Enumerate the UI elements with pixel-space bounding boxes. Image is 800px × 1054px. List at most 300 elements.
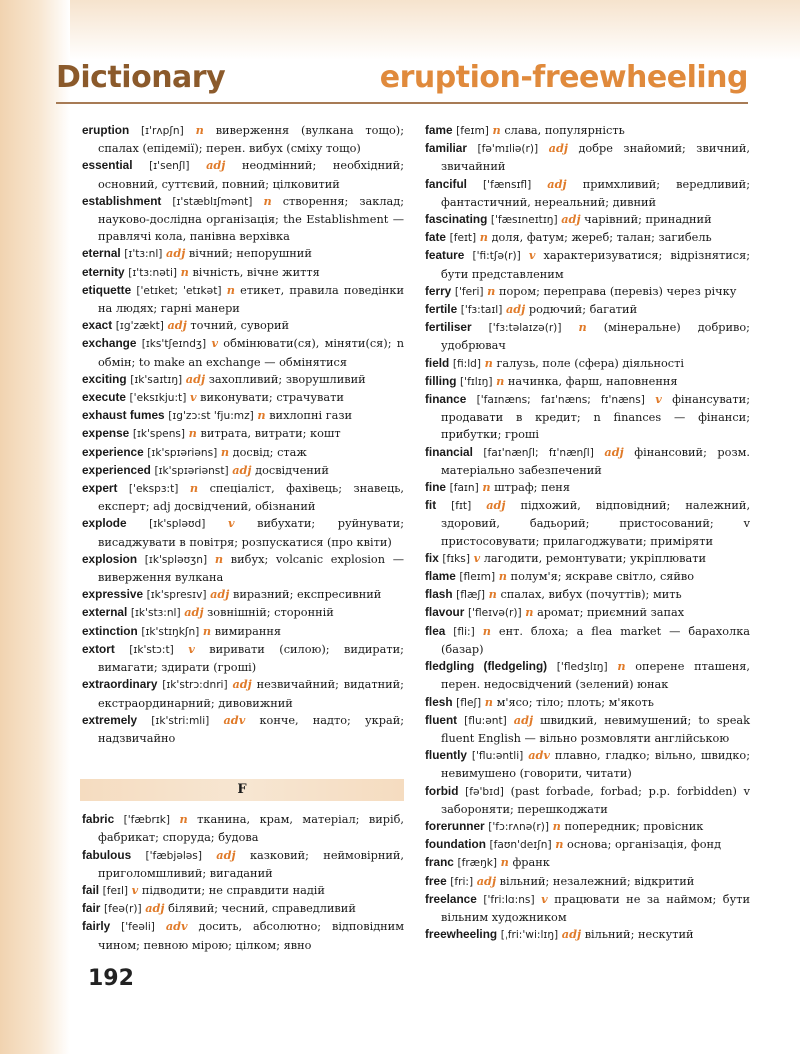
part-of-speech: n — [498, 569, 507, 584]
headword: feature — [425, 248, 465, 263]
transcription: ['fri:lɑ:ns] — [483, 893, 535, 906]
transcription: [feɪm] — [456, 125, 489, 137]
dictionary-entry — [425, 444, 750, 479]
definition: м'ясо; тіло; плоть; м'якоть — [496, 695, 654, 709]
headword: fail — [82, 882, 100, 897]
transcription: [ɪk'spresɪv] — [146, 589, 207, 602]
part-of-speech: v — [655, 392, 662, 407]
transcription: [fli:] — [453, 625, 475, 638]
transcription: [fleɪm] — [459, 571, 496, 584]
headword: fascinating — [425, 212, 488, 227]
part-of-speech: n — [195, 123, 204, 137]
definition: пором; переправа (перевіз) через річку — [498, 284, 737, 298]
dictionary-entry — [425, 658, 750, 693]
part-of-speech: adj — [604, 444, 624, 459]
headword: extremely — [82, 712, 138, 727]
dictionary-entry — [425, 247, 750, 282]
transcription: [ɪk'spləʊʒn] — [144, 553, 208, 566]
headword: exciting — [82, 371, 127, 386]
definition: оперене пташеня, перен. недосвідчений (зелений) юнак — [441, 660, 751, 692]
part-of-speech: n — [555, 837, 564, 852]
definition: підводити; не справдити надій — [141, 883, 325, 897]
part-of-speech: adj — [548, 141, 568, 156]
definition: вибухати; руйнувати; висаджувати в повітря; розпускатися (про квіти) — [98, 517, 405, 549]
headword: extinction — [82, 623, 138, 638]
transcription: ['fæbjələs] — [145, 849, 202, 862]
definition: основа; організація, фонд — [567, 838, 722, 852]
part-of-speech: n — [496, 373, 505, 388]
dictionary-entry — [425, 301, 750, 319]
dictionary-entry — [82, 371, 404, 389]
part-of-speech: n — [492, 123, 501, 137]
dictionary-entry — [425, 497, 750, 550]
part-of-speech: v — [131, 882, 139, 897]
part-of-speech: adj — [232, 462, 252, 477]
part-of-speech: adj — [167, 318, 187, 333]
definition: слава, популярність — [504, 124, 625, 137]
left-column — [82, 122, 404, 954]
headword: fabric — [82, 812, 115, 827]
headword: free — [425, 873, 447, 888]
headword: establishment — [82, 193, 162, 208]
transcription: [flæʃ] — [456, 589, 486, 602]
definition: досвід; стаж — [232, 445, 307, 459]
transcription: ['fi:tʃə(r)] — [472, 250, 521, 263]
dictionary-entry — [425, 176, 750, 211]
definition: витрата, витрати; кошт — [200, 427, 341, 441]
transcription: [fi:ld] — [452, 357, 482, 370]
dictionary-entry — [82, 122, 404, 157]
part-of-speech: v — [473, 550, 481, 565]
definition: тканина, крам, матеріал; виріб, фабрикат; споруда; будова — [98, 813, 405, 845]
part-of-speech: adv — [165, 919, 188, 934]
dictionary-entry — [425, 229, 750, 247]
dictionary-entry — [82, 882, 404, 900]
headword: flea — [425, 623, 446, 638]
transcription: ['fɪlɪŋ] — [460, 375, 493, 388]
dictionary-entry — [425, 391, 750, 444]
definition: чарівний; принадний — [584, 213, 712, 227]
transcription: [feɪl] — [102, 884, 129, 897]
part-of-speech: n — [214, 551, 224, 566]
dictionary-entry — [82, 847, 404, 882]
headword: expert — [82, 481, 118, 496]
transcription: [ɪks'tʃeɪndʒ] — [141, 338, 207, 351]
part-of-speech: adj — [513, 712, 534, 727]
headword: flesh — [425, 694, 453, 709]
transcription: ['etɪket; 'etɪkət] — [136, 284, 222, 297]
part-of-speech: n — [179, 812, 188, 827]
definition: обмінювати(ся), міняти(ся); n обмін; to make an exchange — обмінятися — [98, 337, 405, 369]
transcription: [fə'mɪliə(r)] — [477, 143, 539, 156]
definition: створення; заклад; науково-дослідна організація; the Establishment — правлячі кола, панівна верхівка — [98, 194, 405, 244]
transcription: [flu:ənt] — [464, 714, 507, 727]
transcription: ['fɜ:təlaɪzə(r)] — [488, 322, 562, 335]
dictionary-entry — [425, 283, 750, 301]
headword: exact — [82, 318, 113, 333]
part-of-speech: n — [578, 320, 587, 335]
headword: execute — [82, 390, 126, 405]
transcription: ['fɜ:taɪl] — [460, 304, 503, 317]
transcription: ['faɪnæns; faɪ'næns; fɪ'næns] — [476, 394, 645, 407]
transcription: [ɪk'stɜ:nl] — [130, 607, 181, 620]
headword: fame — [425, 123, 453, 137]
dictionary-entry — [82, 811, 404, 846]
part-of-speech: n — [487, 283, 496, 298]
part-of-speech: n — [484, 694, 493, 709]
dictionary-entry — [425, 373, 750, 391]
definition: спалах, вибух (почуттів); мить — [500, 588, 682, 602]
headword: fit — [425, 498, 437, 513]
part-of-speech: adj — [184, 605, 204, 620]
transcription: ['flu:əntli] — [471, 750, 524, 763]
definition: фінансувати; продавати в кредит; n finances — фінанси; прибутки; гроші — [441, 393, 750, 442]
headword: etiquette — [82, 282, 132, 297]
section-title: Dictionary — [56, 60, 226, 95]
part-of-speech: adv — [223, 712, 246, 727]
headword: fledgling (fledgeling) — [425, 659, 548, 674]
dictionary-entry — [82, 407, 404, 425]
definition: родючий; багатий — [528, 303, 638, 317]
transcription: [feə(r)] — [103, 903, 142, 916]
part-of-speech: adv — [528, 748, 550, 763]
dictionary-entry — [82, 515, 404, 550]
transcription: [ɪk'strɔ:dnri] — [162, 679, 228, 692]
part-of-speech: n — [479, 230, 488, 245]
transcription: [ɪ'stæblɪʃmənt] — [172, 195, 253, 208]
dictionary-entry — [425, 586, 750, 604]
headword: fairly — [82, 919, 111, 934]
definition: полум'я; яскраве світло, сяйво — [510, 570, 695, 584]
headword: external — [82, 605, 128, 620]
header-rule — [56, 102, 748, 104]
part-of-speech: n — [226, 282, 235, 297]
f-entry-list — [82, 811, 404, 954]
transcription: ['fæsɪneɪtɪŋ] — [490, 214, 558, 227]
dictionary-entry — [82, 480, 404, 515]
right-entry-list — [425, 122, 750, 944]
headword: financial — [425, 444, 473, 459]
dictionary-entry — [82, 282, 404, 317]
dictionary-entry — [82, 676, 404, 711]
headword: eruption — [82, 123, 130, 137]
dictionary-entry — [82, 444, 404, 462]
definition: (past forbade, forbad; p.p. forbidden) v забороняти; перешкоджати — [441, 784, 751, 816]
transcription: ['feri] — [454, 285, 484, 298]
transcription: [fræŋk] — [457, 857, 498, 870]
part-of-speech: v — [188, 641, 195, 656]
definition: працювати не за наймом; бути вільним художником — [441, 892, 751, 924]
transcription: [ɪg'zækt] — [115, 320, 164, 333]
headword: fertile — [425, 302, 458, 317]
dictionary-entry — [425, 319, 750, 354]
part-of-speech: n — [617, 659, 626, 674]
definition: вимирання — [214, 624, 282, 638]
definition: білявий; чесний, справедливий — [168, 902, 356, 916]
definition: конче, надто; украй; надзвичайно — [98, 713, 405, 745]
dictionary-entry — [425, 747, 750, 782]
dictionary-entry — [82, 623, 404, 641]
headword: fair — [82, 901, 101, 916]
part-of-speech: n — [484, 355, 493, 370]
transcription: [ɪ'tɜ:nl] — [124, 248, 163, 261]
headword: expense — [82, 426, 130, 441]
definition: характеризуватися; відрізнятися; бути представленим — [441, 249, 751, 281]
dictionary-entry — [425, 891, 750, 926]
left-entry-list — [82, 122, 404, 747]
part-of-speech: adj — [486, 498, 506, 513]
part-of-speech: n — [220, 444, 230, 459]
definition: плавно, гладко; вільно, швидко; невимушено (говорити, читати) — [441, 749, 751, 781]
definition: спеціаліст, фахівець; знавець, експерт; adj досвідчений, обізнаний — [98, 482, 404, 514]
headword: essential — [82, 158, 133, 173]
part-of-speech: adj — [216, 847, 236, 862]
dictionary-entry — [82, 193, 404, 246]
part-of-speech: n — [482, 623, 491, 638]
transcription: ['ekspɜ:t] — [128, 483, 179, 496]
part-of-speech: n — [188, 426, 197, 441]
dictionary-entry — [425, 140, 750, 175]
part-of-speech: adj — [210, 587, 230, 602]
dictionary-entry — [82, 641, 404, 676]
definition: вічний; непорушний — [188, 247, 312, 261]
definition: неодмінний; необхідний; основний, суттєвий, повний; цілковитий — [98, 159, 405, 191]
transcription: [ɪ'rʌpʃn] — [141, 125, 184, 137]
part-of-speech: n — [488, 587, 497, 602]
part-of-speech: n — [202, 623, 212, 638]
transcription: ['fɔ:rʌnə(r)] — [488, 820, 550, 833]
dictionary-entry — [82, 604, 404, 622]
dictionary-entry — [82, 900, 404, 918]
transcription: [ɪk'spens] — [132, 428, 186, 441]
definition: вільний; нескутий — [584, 928, 694, 942]
headword: exhaust fumes — [82, 408, 165, 423]
definition: галузь, поле (сфера) діяльності — [496, 356, 684, 370]
part-of-speech: adj — [561, 927, 582, 942]
transcription: ['feəli] — [121, 921, 155, 934]
part-of-speech: adj — [476, 873, 497, 888]
transcription: [faɪn] — [449, 482, 479, 495]
definition: досвідчений — [255, 463, 329, 477]
part-of-speech: adj — [547, 176, 567, 191]
definition: незвичайний; видатний; екстраординарний; дивовижний — [98, 678, 404, 710]
part-of-speech: v — [541, 891, 548, 906]
part-of-speech: adj — [505, 302, 526, 317]
definition: вибух; volcanic explosion — виверження вулкана — [98, 552, 404, 585]
headword: explosion — [82, 551, 138, 566]
definition: виразний; експресивний — [232, 588, 382, 602]
page-number: 192 — [88, 966, 134, 991]
definition: швидкий, невимушений; to speak fluent English — вільно розмовляти англійською — [441, 713, 751, 745]
transcription: [feɪt] — [449, 232, 477, 245]
definition: казковий; неймовірний, приголомшливий; вигаданий — [98, 848, 405, 880]
part-of-speech: v — [227, 516, 235, 531]
dictionary-entry — [425, 604, 750, 622]
definition: виривати (силою); видирати; вимагати; здирати (гроші) — [98, 642, 404, 675]
transcription: ['fæbrɪk] — [123, 814, 171, 827]
definition: вихлопні гази — [269, 409, 353, 423]
transcription: [ɪ'senʃl] — [149, 160, 190, 173]
definition: фінансовий; розм. матеріально забезпечений — [441, 445, 750, 477]
part-of-speech: n — [552, 818, 561, 833]
definition: франк — [512, 856, 550, 870]
part-of-speech: adj — [166, 246, 186, 261]
transcription: [fɪks] — [442, 552, 470, 565]
part-of-speech: n — [180, 264, 189, 279]
definition: досить, абсолютно; відповідним чином; певною мірою; цілком; явно — [98, 920, 404, 952]
definition: виконувати; страчувати — [200, 391, 344, 405]
dictionary-entry — [82, 462, 404, 480]
part-of-speech: v — [189, 390, 197, 405]
definition: попередник; провісник — [564, 819, 704, 833]
dictionary-entry — [82, 389, 404, 407]
dictionary-entry — [82, 425, 404, 443]
headword: extraordinary — [82, 677, 158, 692]
part-of-speech: adj — [145, 901, 165, 916]
dictionary-entry — [82, 264, 404, 282]
definition: виверження (вулкана тощо); спалах (епідемії); перен. вибух (сміху тощо) — [98, 124, 405, 156]
definition: (мінеральне) добриво; удобрювач — [441, 321, 750, 353]
headword: fix — [425, 550, 439, 565]
dictionary-entry — [82, 317, 404, 335]
dictionary-entry — [82, 712, 404, 747]
definition: вільний; незалежний; відкритий — [499, 874, 695, 888]
transcription: [ɪk'saɪtɪŋ] — [130, 373, 183, 386]
dictionary-entry — [425, 854, 750, 872]
headword: ferry — [425, 283, 452, 298]
headword: fluent — [425, 712, 458, 727]
definition: ент. блоха; a flea market — барахолка (базар) — [441, 624, 750, 656]
headword: explode — [82, 516, 127, 531]
dictionary-entry — [425, 211, 750, 229]
part-of-speech: n — [482, 480, 491, 495]
headword: eternity — [82, 264, 125, 279]
headword: fabulous — [82, 847, 132, 862]
headword: fine — [425, 480, 446, 495]
headword: finance — [425, 392, 467, 407]
headword: exchange — [82, 336, 137, 351]
dictionary-entry — [425, 818, 750, 836]
dictionary-entry — [82, 918, 404, 953]
dictionary-entry — [82, 157, 404, 192]
headword: familiar — [425, 141, 467, 156]
headword: fate — [425, 230, 446, 245]
definition: лагодити, ремонтувати; укріплювати — [483, 551, 706, 565]
transcription: [faʊn'deɪʃn] — [489, 839, 552, 852]
dictionary-entry — [425, 783, 750, 818]
page-margin-band — [0, 0, 70, 1054]
dictionary-entry — [425, 694, 750, 712]
definition: зовнішній; сторонній — [207, 606, 334, 620]
dictionary-entry — [82, 586, 404, 604]
part-of-speech: n — [525, 605, 534, 620]
definition: штраф; пеня — [494, 481, 570, 495]
headword: forbid — [425, 783, 459, 798]
dictionary-entry — [425, 836, 750, 854]
part-of-speech: n — [500, 855, 509, 870]
headword: flavour — [425, 605, 465, 620]
headword: experience — [82, 444, 144, 459]
headword: forerunner — [425, 818, 485, 833]
dictionary-entry — [425, 712, 750, 747]
part-of-speech: v — [528, 248, 536, 263]
headword: freewheeling — [425, 927, 498, 942]
transcription: [ɪk'stɪŋkʃn] — [141, 625, 200, 638]
definition: етикет, правила поведінки на людях; гарні манери — [98, 283, 404, 316]
header-background — [0, 0, 800, 60]
transcription: [ɪk'spɪəriəns] — [147, 446, 218, 459]
transcription: ['fænsɪfl] — [483, 178, 532, 191]
transcription: ['fledʒlɪŋ] — [556, 661, 608, 674]
definition: добре знайомий; звичний, звичайний — [441, 142, 750, 174]
transcription: ['eksɪkju:t] — [129, 392, 187, 405]
dictionary-entry — [425, 122, 750, 140]
definition: примхливий; вередливий; фантастичний, нереальний; дивний — [441, 177, 751, 209]
dictionary-entry — [425, 873, 750, 891]
part-of-speech: adj — [206, 158, 226, 173]
transcription: [fleʃ] — [456, 696, 482, 709]
transcription: [ɪk'spɪəriənst] — [154, 464, 229, 477]
transcription: [faɪ'nænʃl; fɪ'nænʃl] — [483, 446, 594, 459]
headword: extort — [82, 641, 115, 656]
definition: доля, фатум; жереб; талан; загибель — [491, 231, 712, 245]
headword: flame — [425, 569, 456, 584]
headword: fluently — [425, 748, 467, 763]
definition: начинка, фарш, наповнення — [507, 374, 678, 388]
dictionary-entry — [425, 623, 750, 658]
transcription: [ɪk'stri:mli] — [151, 714, 210, 727]
headword: fanciful — [425, 176, 467, 191]
part-of-speech: n — [189, 481, 199, 496]
dictionary-entry — [425, 550, 750, 568]
part-of-speech: n — [263, 193, 272, 208]
part-of-speech: adj — [561, 212, 581, 227]
headword: freelance — [425, 891, 477, 906]
headword: experienced — [82, 462, 151, 477]
headword: flash — [425, 587, 453, 602]
transcription: [ɪ'tɜ:nəti] — [128, 266, 178, 279]
definition: аромат; приємний запах — [537, 606, 685, 620]
transcription: ['fleɪvə(r)] — [467, 607, 522, 620]
headword: eternal — [82, 246, 121, 261]
headword: fertiliser — [425, 320, 472, 335]
transcription: [ɪg'zɔ:st 'fju:mz] — [168, 410, 254, 423]
dictionary-entry — [425, 926, 750, 944]
definition: захопливий; зворушливий — [208, 372, 366, 386]
transcription: [fri:] — [450, 875, 474, 888]
headword: franc — [425, 855, 454, 870]
part-of-speech: adj — [185, 371, 206, 386]
headword: filling — [425, 373, 457, 388]
letter-heading: F — [80, 779, 404, 801]
definition: точний, суворий — [190, 319, 290, 333]
dictionary-entry — [425, 568, 750, 586]
part-of-speech: n — [257, 408, 266, 423]
headword: foundation — [425, 837, 486, 852]
dictionary-entry — [82, 551, 404, 586]
definition: підхожий, відповідний; належний, здоровий, бадьорий; пристосований; v пристосовувати; прилагоджувати; приміряти — [441, 499, 751, 548]
transcription: [ɪk'stɔ:t] — [129, 643, 174, 656]
dictionary-entry — [425, 479, 750, 497]
page-range-title: eruption-freewheeling — [379, 60, 748, 95]
headword: expressive — [82, 587, 144, 602]
transcription: [ɪk'spləʊd] — [149, 518, 206, 531]
definition: вічність, вічне життя — [192, 265, 320, 279]
right-column — [425, 122, 750, 944]
dictionary-entry — [425, 355, 750, 373]
transcription: [fɪt] — [451, 500, 472, 513]
transcription: [ˌfri:'wi:lɪŋ] — [500, 929, 559, 942]
